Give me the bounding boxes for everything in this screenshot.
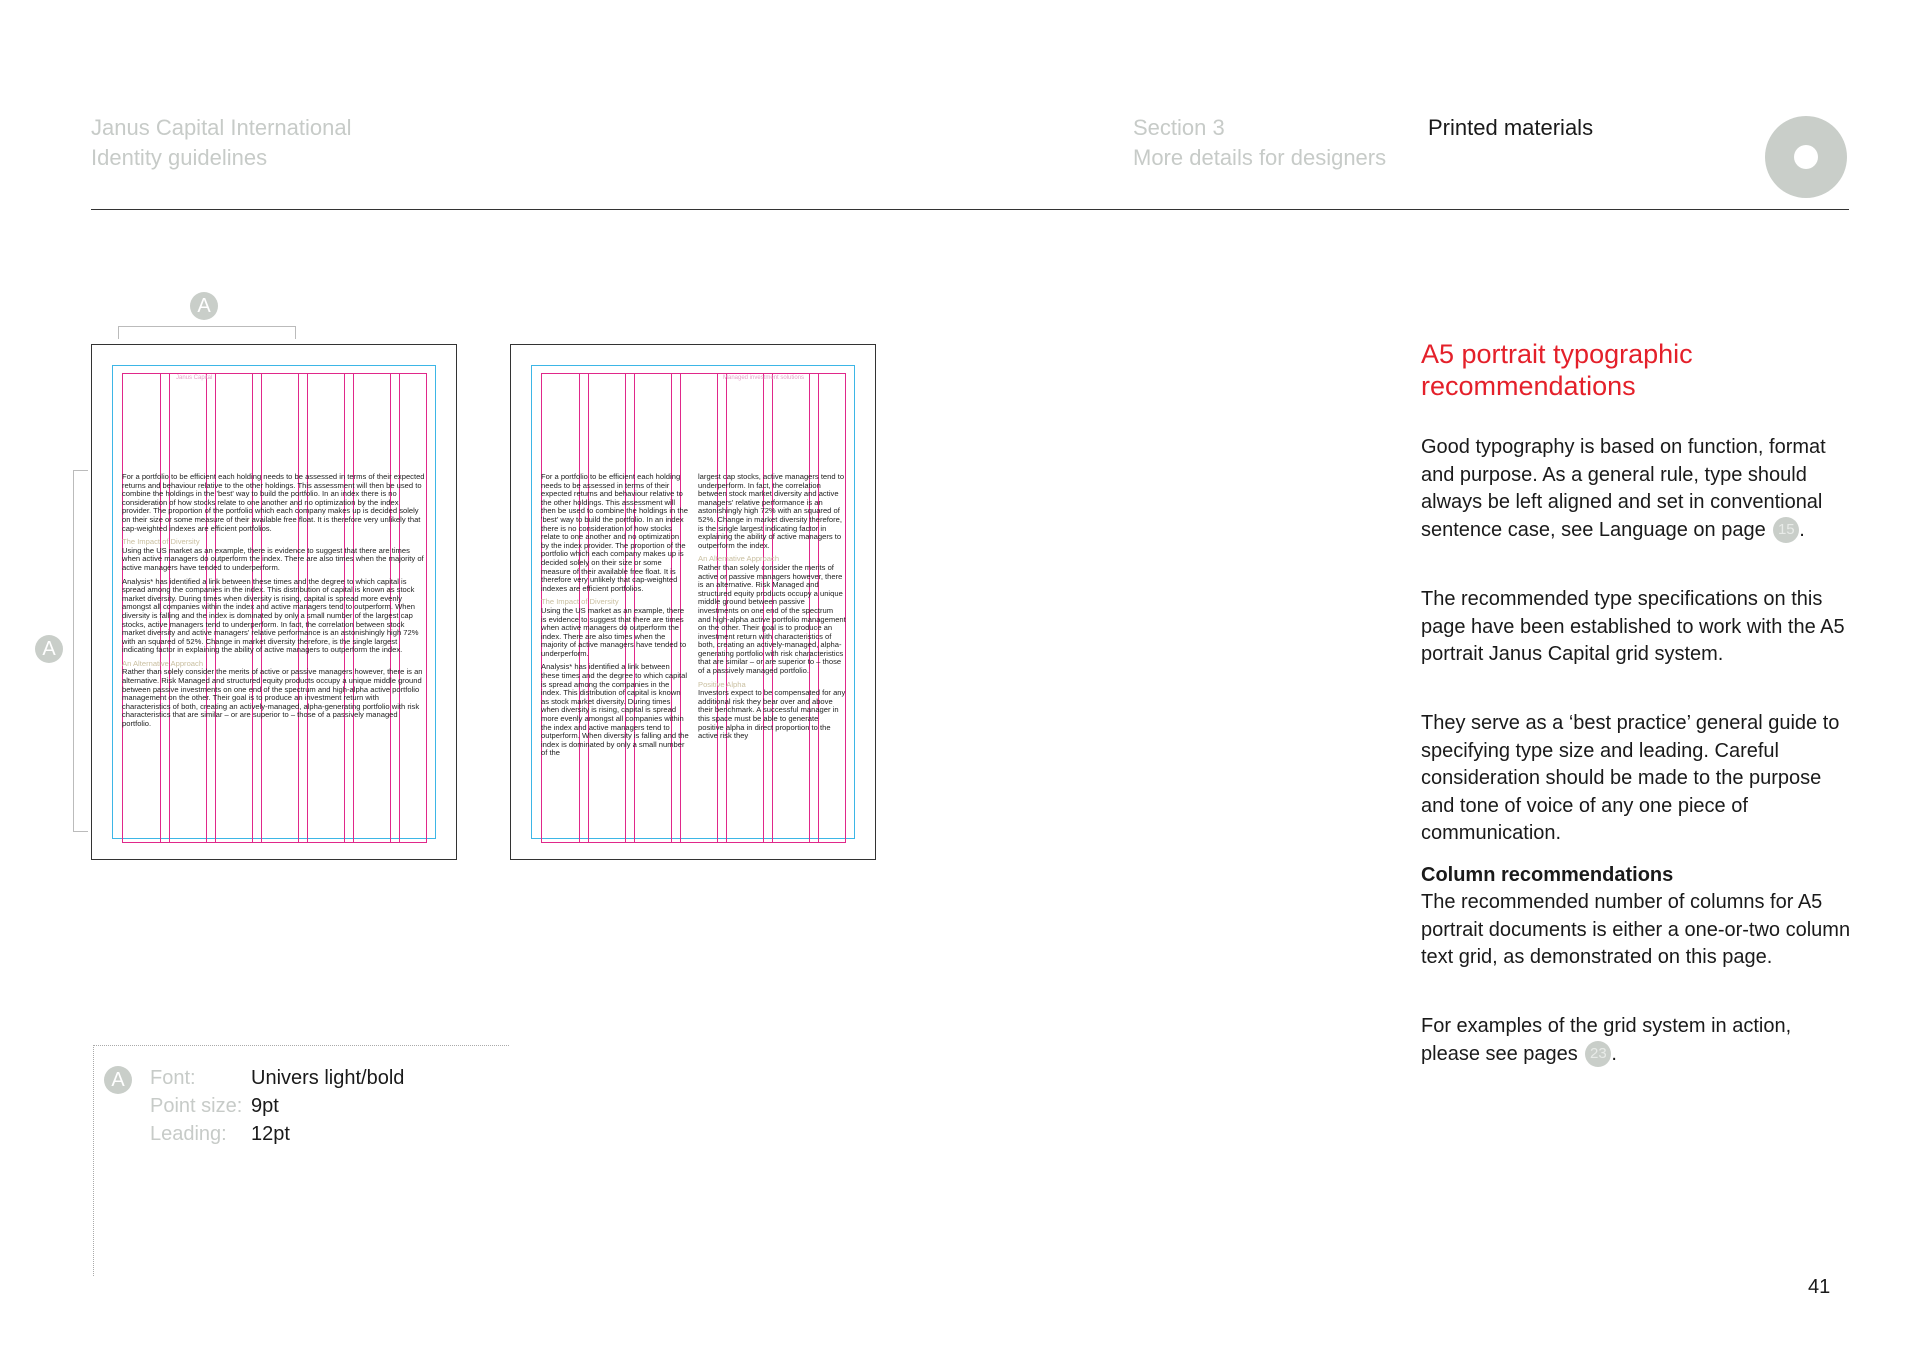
grid-row-line xyxy=(122,373,427,374)
page-reference-link[interactable]: 23 xyxy=(1585,1041,1611,1067)
marker-a-top: A xyxy=(190,292,218,320)
leading-label: Leading: xyxy=(150,1123,227,1145)
section-description: More details for designers xyxy=(1133,145,1387,170)
page-preview-two-column xyxy=(510,344,876,860)
running-head: Managed investment solutions xyxy=(723,375,805,381)
grid-row-line xyxy=(122,842,427,843)
paragraph-1-text: Good typography is based on function, format and purpose. As a general rule, type should always be left aligned and set in conventional sentence case, see Language on page xyxy=(1421,436,1826,541)
section-ring-icon xyxy=(1765,116,1847,198)
paragraph: Analysis* has identified a link between these times and the degree to which capital is spread among the companies in the index. This distribution of capital is known as stock market diversity. During times when diversity is rising, capital is spread more evenly amongst all companies within the index and active managers tend to outperform. When diversity is falling and the index is dominated by only a small number of the xyxy=(541,662,689,758)
header-rule xyxy=(91,209,1849,210)
paragraph: Investors expect to be compensated for any additional risk they bear over and above their benchmark. A successful manager in this space must be able to generate positive alpha in direct proportion to the active risk they xyxy=(698,688,846,741)
paragraph-3: They serve as a ‘best practice’ general guide to specifying type size and leading. Careful consideration should be made to the purpose and tone of voice of any one piece of communication. xyxy=(1421,712,1840,844)
paragraph: Rather than solely consider the merits of active or passive managers however, there is an alternative. Risk Managed and structured equity products occupy a unique middle ground between passive investments on one end of the spectrum and high-alpha active portfolio management on the other. Their goal is to produce an investment return with characteristics of both, creating an actively-managed, alpha-generating portfolio with risk characteristics that are similar – or are superior to – those of a passively managed portfolio. xyxy=(122,667,423,729)
leading-value: 12pt xyxy=(251,1123,290,1145)
topic-title: Printed materials xyxy=(1428,115,1594,140)
page-preview-one-column xyxy=(91,344,457,860)
paragraph-5: For examples of the grid system in action, please see pages 23 . xyxy=(1421,1013,1851,1068)
running-head: Janus Capital xyxy=(176,375,213,381)
page-number: 41 xyxy=(1808,1276,1831,1298)
subheading: An Alternative Approach xyxy=(698,554,780,564)
marker-a-left: A xyxy=(35,635,63,663)
paragraph-1: Good typography is based on function, format and purpose. As a general rule, type should always be left aligned and set in conventional sentence case, see Language on page 15 . xyxy=(1421,434,1851,544)
paragraph: largest cap stocks, active managers tend to underperform. In fact, the correlation between stock market diversity and active managers' relative performance is an astonishingly high 72% with an squared of 52%. Change in market diversity therefore, is the single largest indicating factor in explaining the ability of active managers to outperform the index. xyxy=(698,472,845,550)
body-text-block xyxy=(122,473,427,734)
subheading: The Impact of Diversity xyxy=(122,537,200,547)
paragraph: Rather than solely consider the merits of active or passive managers however, there is an alternative. Risk Managed and structured equity products occupy a unique middle ground between passive investments on one end of the spectrum and high-alpha active portfolio management on the other. Their goal is to produce an investment return with characteristics of both, creating an actively-managed, alpha-generating portfolio with risk characteristics that are similar – or are superior to – those of a passively managed portfolio. xyxy=(698,562,846,676)
paragraph-2: The recommended type specifications on this page have been established to work with the A5 portrait Janus Capital grid system. xyxy=(1421,588,1845,665)
text-column-2 xyxy=(698,473,846,746)
document-subtitle: Identity guidelines xyxy=(91,145,268,170)
font-label: Font: xyxy=(150,1067,196,1089)
paragraph-5-text: For examples of the grid system in action, please see pages xyxy=(1421,1015,1792,1065)
page-reference-link[interactable]: 15 xyxy=(1773,517,1799,543)
marker-a-spec: A xyxy=(104,1066,132,1094)
paragraph: Using the US market as an example, there is evidence to suggest that there are times when active managers do outperform the index. There are also times when the majority of active managers have tended to underperform. xyxy=(541,605,687,658)
type-spec-box xyxy=(93,1045,509,1276)
subheading: The Impact of Diversity xyxy=(541,597,619,607)
section-number: Section 3 xyxy=(1133,115,1225,140)
point-size-label: Point size: xyxy=(150,1095,243,1117)
paragraph: Using the US market as an example, there is evidence to suggest that there are times when active managers do outperform the index. There are also times when the majority of active managers have tended to underperform. xyxy=(122,545,424,572)
height-bracket xyxy=(73,470,88,832)
column-recommendations-heading: Column recommendations xyxy=(1421,864,1674,886)
grid-row-line xyxy=(541,373,846,374)
paragraph: Analysis* has identified a link between these times and the degree to which capital is spread among the companies in the index. This distribution of capital is known as stock market diversity. During times when diversity is rising, capital is spread more evenly amongst all companies within the index and active managers tend to outperform. When diversity is falling and the index is dominated by only a small number of the largest cap stocks, active managers tend to underperform. In fact, the correlation between stock market diversity and active managers' relative performance is an astonishingly high 72% with an squared of 52%. Change in market diversity therefore, is the single largest indicating factor in explaining the ability of active managers to outperform the index. xyxy=(122,576,419,655)
point-size-value: 9pt xyxy=(251,1095,279,1117)
section-heading: A5 portrait typographic recommendations xyxy=(1421,339,1693,401)
width-bracket xyxy=(118,326,296,339)
paragraph-4: The recommended number of columns for A5 portrait documents is either a one-or-two column text grid, as demonstrated on this page. xyxy=(1421,891,1851,968)
company-name: Janus Capital International xyxy=(91,115,352,140)
paragraph: For a portfolio to be efficient each holding needs to be assessed in terms of their expected returns and behaviour relative to the other holdings. This assessment will then be used to combine the holdings in the 'best' way to build the portfolio. In an index there is no consideration of how stocks relate to one another and no optimization by the index provider. The proportion of the portfolio which each company makes up is decided solely on their size or some measure of their available free float. It is therefore very unlikely that cap-weighted indexes are efficient portfolios. xyxy=(122,472,425,533)
grid-row-line xyxy=(541,842,846,843)
text-column-1 xyxy=(541,473,689,763)
subheading: Positive Alpha xyxy=(698,679,746,689)
paragraph: For a portfolio to be efficient each holding needs to be assessed in terms of their expected returns and behaviour relative to the other holdings. This assessment will then be used to combine the holdings in the 'best' way to build the portfolio. In an index there is no consideration of how stocks relate to one another and no optimization by the index provider. The proportion of the portfolio which each company makes up is decided solely on their size or some measure of their available free float. It is therefore very unlikely that cap-weighted indexes are efficient portfolios. xyxy=(541,472,688,593)
font-value: Univers light/bold xyxy=(251,1067,405,1089)
subheading: An Alternative Approach xyxy=(122,658,204,668)
